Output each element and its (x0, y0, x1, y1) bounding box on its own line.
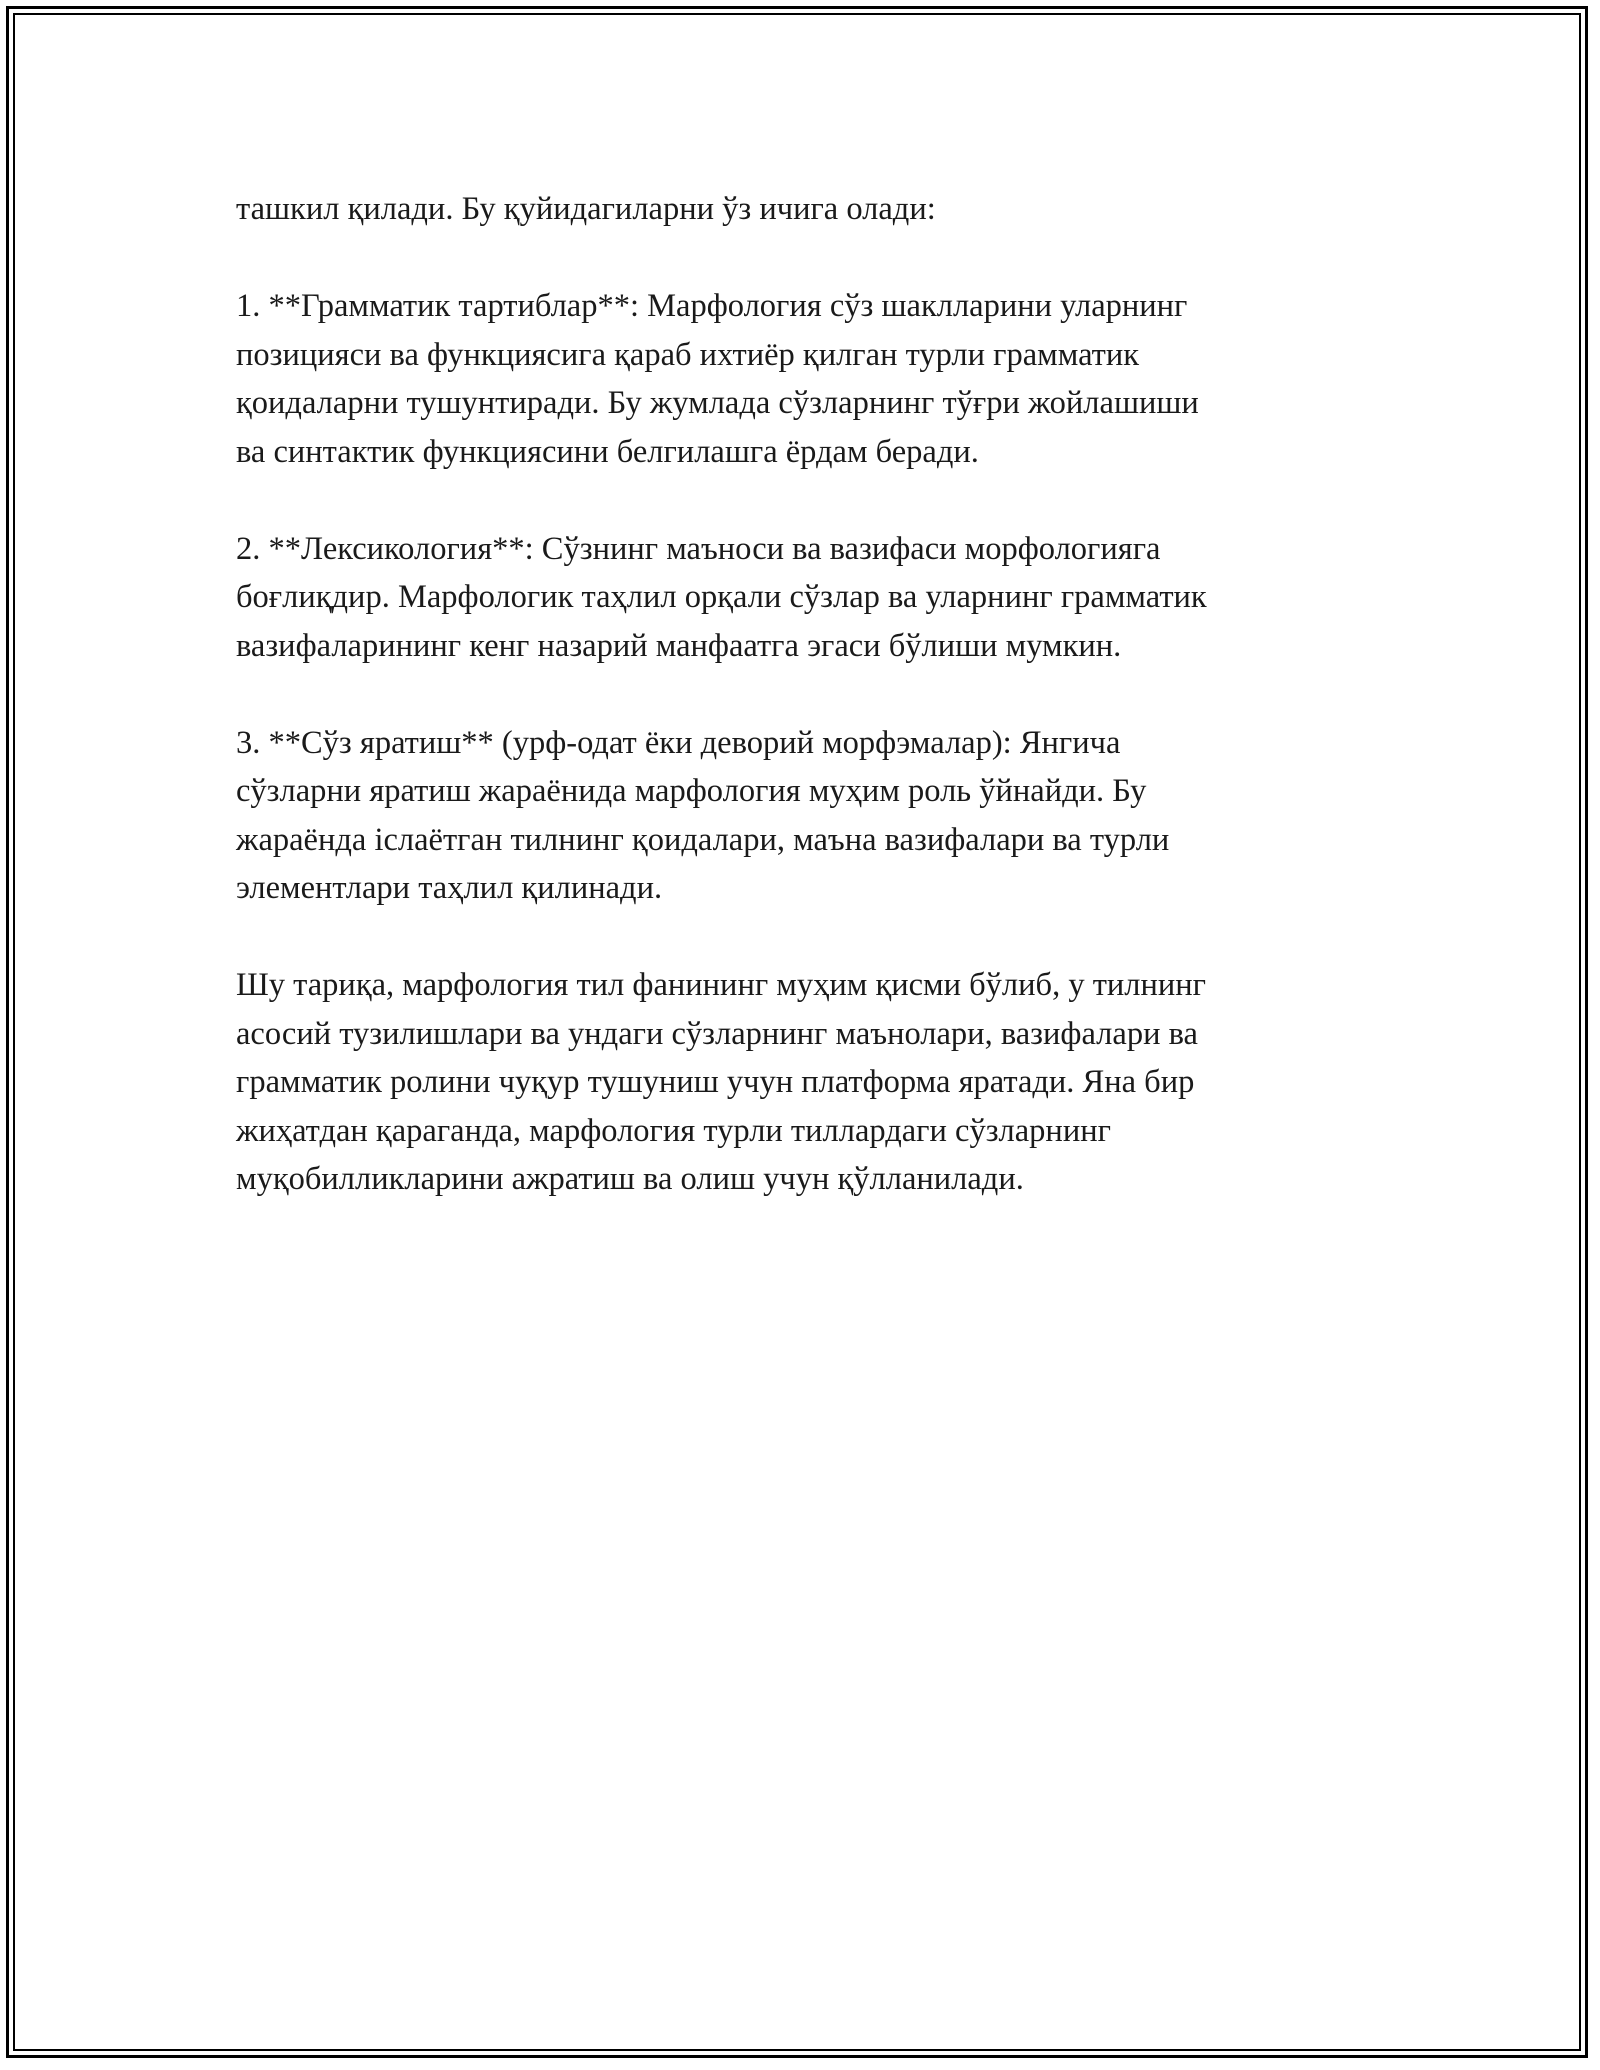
text-line: 1. **Грамматик тартиблар**: Марфология сўз шаклларини уларнинг (236, 288, 1188, 324)
paragraph-grammar-rules (236, 282, 1376, 476)
text-line: жиҳатдан қараганда, марфология турли тиллардаги сўзларнинг (236, 1112, 1111, 1149)
document-body (236, 185, 1376, 1252)
text-line: боғлиқдир. Марфологик таҳлил орқали сўзлар ва уларнинг грамматик (236, 579, 1207, 615)
text-line: сўзларни яратиш жараёнида марфология муҳим роль ўйнайди. Бу (236, 773, 1147, 809)
text-line: ташкил қилади. Бу қуйидагиларни ўз ичига олади: (236, 191, 936, 227)
text-line: ва синтактик функциясини белгилашга ёрдам беради. (236, 433, 979, 470)
text-line: жараёнда іслаётган тилнинг қоидалари, маъна вазифалари ва турли (236, 821, 1170, 858)
paragraph-intro (236, 185, 1376, 234)
text-line: 2. **Лексикология**: Сўзнинг маъноси ва вазифаси морфологияга (236, 530, 1161, 567)
paragraph-word-formation (236, 719, 1376, 913)
text-line: асосий тузилишлари ва ундаги сўзларнинг маънолари, вазифалари ва (236, 1015, 1198, 1052)
text-line: Шу тариқа, марфология тил фанининг муҳим қисми бўлиб, у тилнинг (236, 967, 1207, 1003)
text-line: элементлари таҳлил қилинади. (236, 870, 663, 906)
text-line: қоидаларни тушунтиради. Бу жумлада сўзларнинг тўғри жойлашиши (236, 385, 1199, 421)
text-line: вазифаларининг кенг назарий манфаатга эгаси бўлиши мумкин. (236, 627, 1122, 664)
paragraph-conclusion (236, 961, 1376, 1204)
text-line: 3. **Сўз яратиш** (урф-одат ёки деворий морфэмалар): Янгича (236, 724, 1121, 761)
text-line: грамматик ролини чуқур тушуниш учун платформа яратади. Яна бир (236, 1064, 1195, 1100)
text-line: муқобилликларини ажратиш ва олиш учун қўлланилади. (236, 1161, 1024, 1197)
text-line: позицияси ва функциясига қараб ихтиёр қилган турли грамматик (236, 336, 1140, 373)
paragraph-lexicology (236, 525, 1376, 671)
